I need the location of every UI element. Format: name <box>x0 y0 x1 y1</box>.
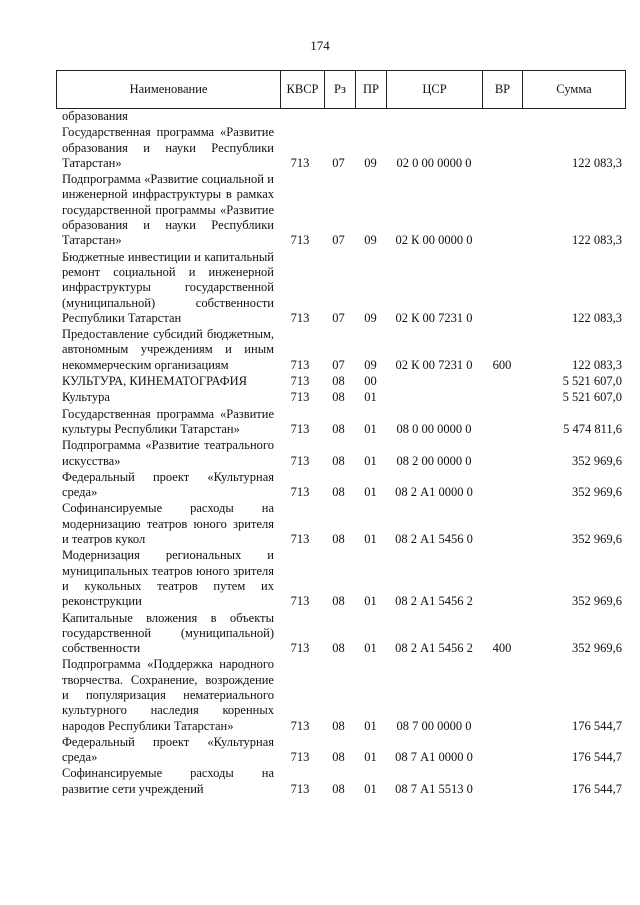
cell-kvsr: 713 <box>290 374 310 389</box>
cell-csr: 08 2 А1 5456 0 <box>395 532 473 547</box>
cell-rz: 08 <box>332 421 345 436</box>
cell-csr: 02 0 00 0000 0 <box>396 155 472 170</box>
cell-rz: 08 <box>332 532 345 547</box>
cell-sum: 5 521 607,0 <box>562 390 622 405</box>
cell-pr: 01 <box>364 485 377 500</box>
budget-table <box>62 109 622 798</box>
cell-csr: 08 2 А1 5456 2 <box>395 641 473 656</box>
table-row <box>62 109 622 125</box>
cell-pr: 01 <box>364 718 377 733</box>
cell-vr: 600 <box>492 357 512 372</box>
header-rz: Рз <box>325 71 356 109</box>
table-row <box>62 501 622 548</box>
cell-csr: 02 К 00 7231 0 <box>395 357 473 372</box>
cell-rz: 08 <box>332 718 345 733</box>
cell-name: КУЛЬТУРА, КИНЕМАТОГРАФИЯ <box>62 374 247 389</box>
cell-vr <box>482 374 522 390</box>
cell-sum: 5 521 607,0 <box>562 374 622 389</box>
table-row <box>62 611 622 658</box>
cell-pr: 01 <box>364 594 377 609</box>
cell-pr <box>355 109 386 125</box>
table-row <box>62 125 622 172</box>
cell-kvsr: 713 <box>290 781 310 796</box>
cell-pr: 09 <box>364 233 377 248</box>
cell-sum <box>522 109 622 125</box>
table-row <box>62 548 622 610</box>
cell-kvsr: 713 <box>290 233 310 248</box>
cell-name: Культура <box>62 390 110 405</box>
cell-sum: 352 969,6 <box>572 453 622 468</box>
cell-kvsr <box>278 109 322 125</box>
cell-vr <box>482 470 522 502</box>
cell-csr: 08 7 А1 0000 0 <box>395 750 473 765</box>
cell-pr: 01 <box>364 532 377 547</box>
cell-csr <box>386 390 482 406</box>
cell-rz: 08 <box>332 453 345 468</box>
cell-rz: 07 <box>332 310 345 325</box>
cell-kvsr: 713 <box>290 532 310 547</box>
cell-vr <box>482 766 522 798</box>
cell-vr <box>482 438 522 470</box>
table-row <box>62 735 622 767</box>
header-kvsr: КВСР <box>281 71 325 109</box>
cell-vr <box>482 390 522 406</box>
cell-csr: 02 К 00 0000 0 <box>395 233 473 248</box>
cell-vr <box>482 657 522 734</box>
cell-sum: 122 083,3 <box>572 310 622 325</box>
cell-name: Федеральный проект «Культурная среда» <box>62 469 274 500</box>
cell-kvsr: 713 <box>290 750 310 765</box>
cell-csr: 08 7 00 0000 0 <box>396 718 472 733</box>
cell-vr <box>482 407 522 439</box>
header-name: Наименование <box>57 71 281 109</box>
cell-kvsr: 713 <box>290 310 310 325</box>
cell-csr: 08 2 00 0000 0 <box>396 453 472 468</box>
table-row <box>62 766 622 798</box>
cell-name: Софинансируемые расходы на модернизацию театров юного зрителя и театров кукол <box>62 501 274 547</box>
cell-kvsr: 713 <box>290 421 310 436</box>
cell-sum: 176 544,7 <box>572 718 622 733</box>
cell-name: Капитальные вложения в объекты государственной (муниципальной) собственности <box>62 610 274 656</box>
table-row <box>62 390 622 406</box>
header-vr: ВР <box>483 71 523 109</box>
cell-vr <box>482 250 522 327</box>
cell-pr: 01 <box>364 641 377 656</box>
cell-csr: 08 2 А1 5456 2 <box>395 594 473 609</box>
header-sum: Сумма <box>523 71 626 109</box>
cell-vr <box>482 501 522 548</box>
cell-sum: 352 969,6 <box>572 641 622 656</box>
cell-pr: 01 <box>364 750 377 765</box>
table-header <box>56 70 626 109</box>
cell-vr <box>482 172 522 249</box>
cell-csr: 08 0 00 0000 0 <box>396 421 472 436</box>
cell-pr: 09 <box>364 155 377 170</box>
table-row <box>62 172 622 249</box>
cell-name: Государственная программа «Развитие образования и науки Республики Татарстан» <box>62 125 274 170</box>
cell-pr: 09 <box>364 357 377 372</box>
cell-sum: 122 083,3 <box>572 357 622 372</box>
cell-csr <box>386 374 482 390</box>
cell-name: Софинансируемые расходы на развитие сети учреждений <box>62 766 274 796</box>
cell-vr <box>482 548 522 610</box>
cell-vr <box>482 125 522 172</box>
cell-sum: 5 474 811,6 <box>563 421 622 436</box>
cell-name: Модернизация региональных и муниципальных театров юного зрителя и кукольных театров путем их реконструкции <box>62 548 274 609</box>
cell-csr: 08 2 А1 0000 0 <box>395 485 473 500</box>
table-row <box>62 374 622 390</box>
table-row <box>62 250 622 327</box>
cell-sum: 352 969,6 <box>572 532 622 547</box>
cell-kvsr: 713 <box>290 718 310 733</box>
cell-name: Государственная программа «Развитие культуры Республики Татарстан» <box>62 406 274 436</box>
cell-name: Федеральный проект «Культурная среда» <box>62 734 274 765</box>
cell-rz: 07 <box>332 155 345 170</box>
cell-sum: 176 544,7 <box>572 750 622 765</box>
cell-vr <box>482 109 522 125</box>
table-row <box>62 438 622 470</box>
cell-csr: 08 7 А1 5513 0 <box>395 781 473 796</box>
cell-rz <box>322 109 355 125</box>
cell-name: Предоставление субсидий бюджетным, автономным учреждениям и иным некоммерческим организациям <box>62 327 274 372</box>
cell-name: Подпрограмма «Развитие театрального искусства» <box>62 438 274 468</box>
cell-kvsr: 713 <box>290 641 310 656</box>
cell-sum: 122 083,3 <box>572 155 622 170</box>
cell-vr <box>482 735 522 767</box>
cell-name: образования <box>62 109 128 123</box>
cell-pr: 01 <box>364 421 377 436</box>
cell-kvsr: 713 <box>290 594 310 609</box>
cell-name: Подпрограмма «Поддержка народного творчества. Сохранение, возрождение и популяризация нематериального культурного наследия коренных народов Республики Татарстан» <box>62 657 274 733</box>
cell-rz: 08 <box>332 781 345 796</box>
cell-kvsr: 713 <box>290 357 310 372</box>
cell-kvsr: 713 <box>290 485 310 500</box>
header-csr: ЦСР <box>387 71 483 109</box>
cell-pr: 01 <box>364 453 377 468</box>
cell-csr <box>386 109 482 125</box>
cell-rz: 08 <box>332 594 345 609</box>
header-pr: ПР <box>356 71 387 109</box>
cell-pr: 01 <box>364 390 377 405</box>
table-row <box>62 657 622 734</box>
cell-rz: 08 <box>332 750 345 765</box>
cell-pr: 09 <box>364 310 377 325</box>
cell-sum: 122 083,3 <box>572 233 622 248</box>
page-number: 174 <box>310 38 330 53</box>
cell-sum: 352 969,6 <box>572 485 622 500</box>
cell-rz: 07 <box>332 233 345 248</box>
cell-sum: 176 544,7 <box>572 781 622 796</box>
cell-pr: 00 <box>364 374 377 389</box>
table-row <box>62 470 622 502</box>
cell-rz: 08 <box>332 374 345 389</box>
table-row <box>62 327 622 374</box>
cell-rz: 08 <box>332 485 345 500</box>
cell-name: Подпрограмма «Развитие социальной и инженерной инфраструктуры в рамках государственной программы «Развитие образования и науки Республики Татарстан» <box>62 172 274 248</box>
cell-rz: 08 <box>332 390 345 405</box>
cell-rz: 07 <box>332 357 345 372</box>
cell-kvsr: 713 <box>290 453 310 468</box>
cell-name: Бюджетные инвестиции и капитальный ремонт социальной и инженерной инфраструктуры государственной (муниципальной) собственности Республики Татарстан <box>62 249 274 325</box>
table-row <box>62 407 622 439</box>
cell-kvsr: 713 <box>290 390 310 405</box>
cell-kvsr: 713 <box>290 155 310 170</box>
cell-vr: 400 <box>492 641 512 656</box>
cell-rz: 08 <box>332 641 345 656</box>
cell-sum: 352 969,6 <box>572 594 622 609</box>
cell-pr: 01 <box>364 781 377 796</box>
cell-csr: 02 К 00 7231 0 <box>395 310 473 325</box>
